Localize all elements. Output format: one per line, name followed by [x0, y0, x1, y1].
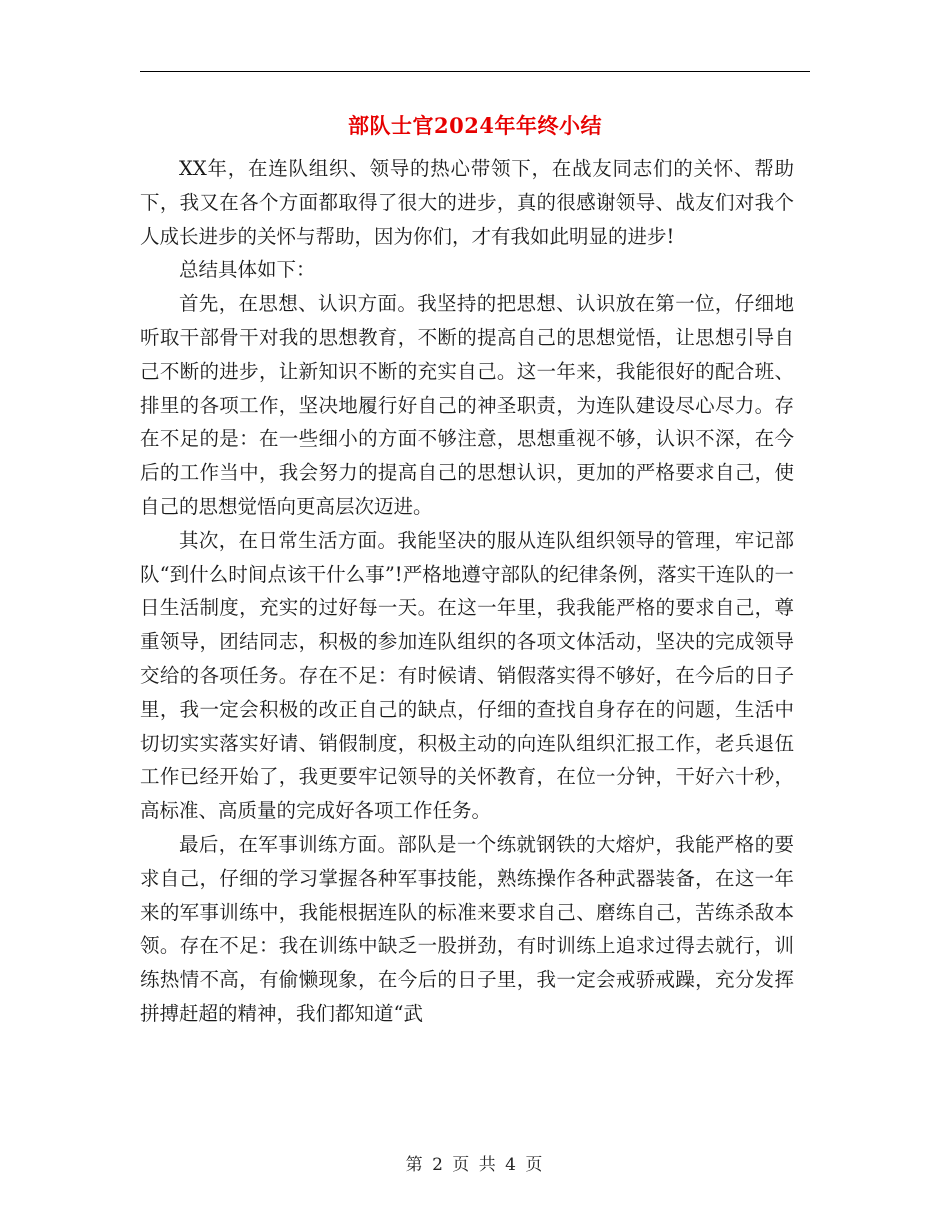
document-title: 部队士官2024年年终小结	[348, 113, 602, 138]
paragraph-intro: XX年，在连队组织、领导的热心带领下，在战友同志们的关怀、帮助下，我又在各个方面都取得了很大的进步，真的很感谢领导、战友们对我个人成长进步的关怀与帮助，因为你们，才有我如此明显的进步!	[140, 157, 794, 248]
page-footer: 第 2 页 共 4 页	[405, 1155, 545, 1175]
paragraph-daily-life: 其次，在日常生活方面。我能坚决的服从连队组织领导的管理，牢记部队“到什么时间点该干什么事”!严格地遵守部队的纪律条例，落实干连队的一日生活制度，充实的过好每一天。在这一年里，我我能严格的要求自己，尊重领导，团结同志，积极的参加连队组织的各项文体活动，坚决的完成领导交给的各项任务。存在不足：有时候请、销假落实得不够好，在今后的日子里，我一定会积极的改正自己的缺点，仔细的查找自身存在的问题，生活中切切实实落实好请、销假制度，积极主动的向连队组织汇报工作，老兵退伍工作已经开始了，我更要牢记领导的关怀教育，在位一分钟，干好六十秒，高标准、高质量的完成好各项工作任务。	[140, 528, 794, 823]
paragraph-summary-lead: 总结具体如下：	[179, 258, 316, 282]
document-body	[140, 152, 794, 1031]
paragraph-military-training: 最后，在军事训练方面。部队是一个练就钢铁的大熔炉，我能严格的要求自己，仔细的学习掌握各种军事技能，熟练操作各种武器装备，在这一年来的军事训练中，我能根据连队的标准来要求自己、磨练自己，苦练杀敌本领。存在不足：我在训练中缺乏一股拼劲，有时训练上追求过得去就行，训练热情不高，有偷懒现象，在今后的日子里，我一定会戒骄戒躁，充分发挥拼搏赶超的精神，我们都知道“武	[140, 832, 794, 1025]
header-rule	[140, 71, 810, 72]
paragraph-thought: 首先，在思想、认识方面。我坚持的把思想、认识放在第一位，仔细地听取干部骨干对我的思想教育，不断的提高自己的思想觉悟，让思想引导自己不断的进步，让新知识不断的充实自己。这一年来，我能很好的配合班、排里的各项工作，坚决地履行好自己的神圣职责，为连队建设尽心尽力。存在不足的是：在一些细小的方面不够注意，思想重视不够，认识不深，在今后的工作当中，我会努力的提高自己的思想认识，更加的严格要求自己，使自己的思想觉悟向更高层次迈进。	[140, 292, 794, 518]
